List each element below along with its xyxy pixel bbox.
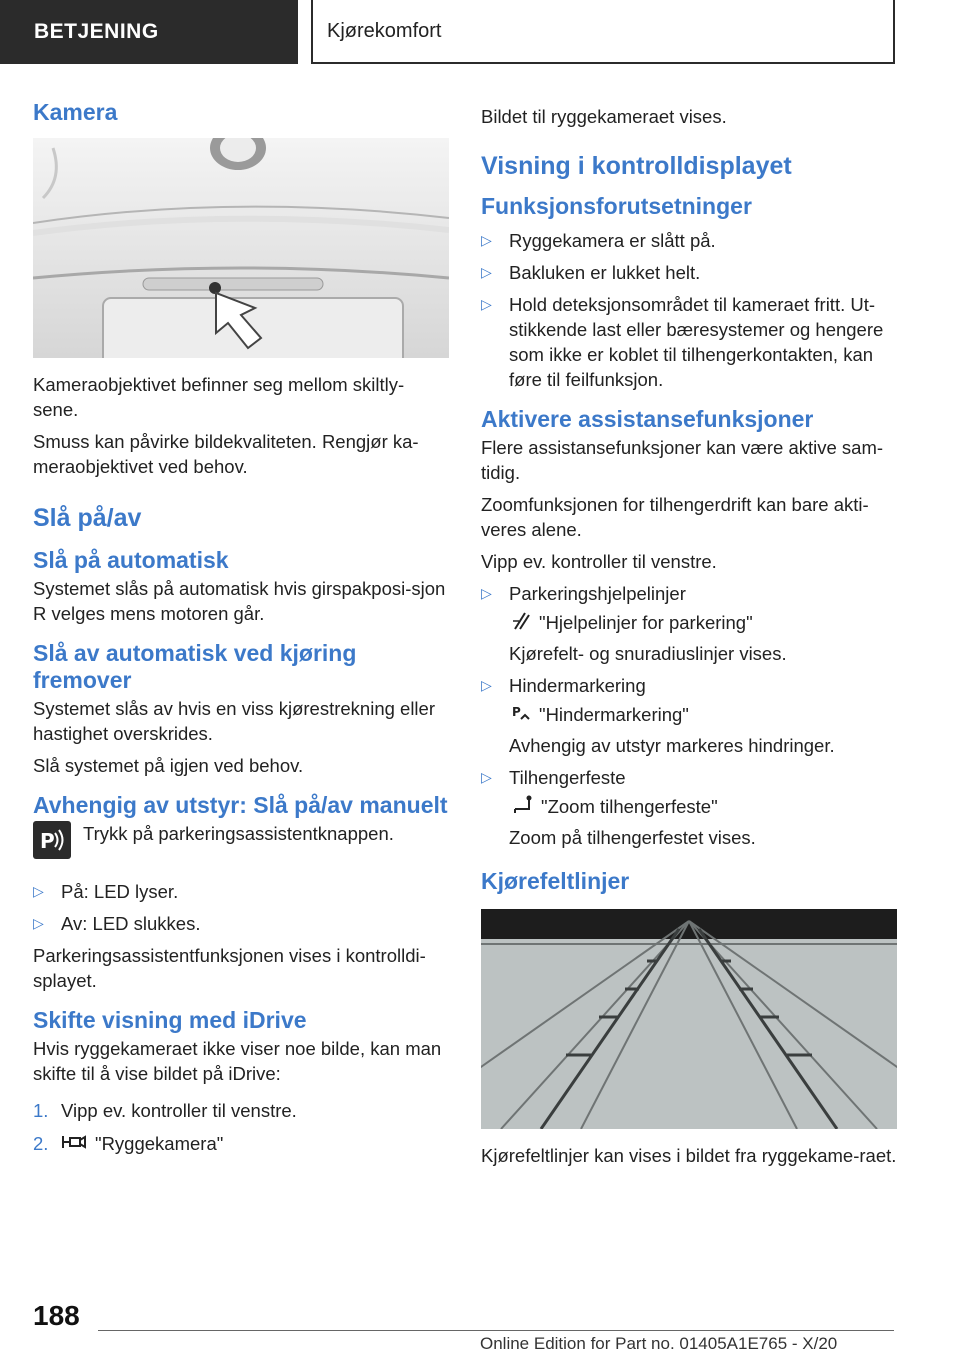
bullet-icon: ▷ <box>33 915 44 931</box>
idrive-heading: Skifte visning med iDrive <box>33 1007 307 1033</box>
edition-text: Online Edition for Part no. 01405A1E765 - X/20 <box>480 1334 838 1353</box>
bullet-icon: ▷ <box>481 232 492 248</box>
list-item: 2. "Ryggekamera" <box>33 1131 449 1158</box>
list-item: ▷ Parkeringshjelpelinjer "Hjelpelinjer for parkering" Kjørefelt- og snuradiuslinjer vises. <box>481 583 787 665</box>
page-number: 188 <box>33 1300 80 1331</box>
bullet-icon: ▷ <box>481 296 492 312</box>
manual-paragraph: Trykk på parkeringsassistentknappen. <box>83 823 394 844</box>
svg-text:P: P <box>40 829 55 853</box>
bullet-icon: ▷ <box>481 585 492 601</box>
left-column <box>33 98 449 1166</box>
assist-paragraph-1: Flere assistansefunksjoner kan være aktive sam-tidig. <box>481 437 884 483</box>
manual-paragraph-2: Parkeringsassistentfunksjonen vises i kontrolldi-splayet. <box>33 945 426 991</box>
assist-heading: Aktivere assistansefunksjoner <box>481 406 814 432</box>
auto-off-heading: Slå av automatisk ved kjøring fremover <box>33 640 357 693</box>
list-item: ▷ På: LED lyser. <box>33 881 179 902</box>
lane-lines-image <box>481 909 897 1129</box>
requirements-heading: Funksjonsforutsetninger <box>481 193 752 219</box>
lanes-heading: Kjørefeltlinjer <box>481 868 630 895</box>
assist-paragraph-3: Vipp ev. kontroller til venstre. <box>481 551 717 572</box>
list-item: 1. Vipp ev. kontroller til venstre. <box>33 1100 297 1121</box>
manual-heading: Avhengig av utstyr: Slå på/av manuelt <box>33 792 448 818</box>
lane-lines-illustration <box>481 909 897 1129</box>
section-tab: BETJENING <box>0 0 298 64</box>
assist-list <box>481 581 899 850</box>
auto-off-paragraph-1: Systemet slås av hvis en viss kjørestrekning eller hastighet overskrides. <box>33 698 435 744</box>
rear-camera-icon <box>61 1132 87 1158</box>
parking-lines-icon <box>511 611 531 637</box>
parking-assistant-button-icon <box>33 821 71 859</box>
auto-on-heading: Slå på automatisk <box>33 547 229 573</box>
slaa-heading: Slå på/av <box>33 504 142 532</box>
kamera-paragraph-2: Smuss kan påvirke bildekvaliteten. Rengjør ka-meraobjektivet ved behov. <box>33 431 419 477</box>
lanes-paragraph: Kjørefeltlinjer kan vises i bildet fra ryggekame-raet. <box>481 1145 897 1167</box>
bullet-icon: ▷ <box>481 769 492 786</box>
chapter-tab: Kjørekomfort <box>311 0 895 64</box>
bullet-icon: ▷ <box>33 883 44 899</box>
manual-list <box>33 879 449 936</box>
requirements-list <box>481 228 899 392</box>
bullet-icon: ▷ <box>481 677 492 694</box>
list-item: ▷ Av: LED slukkes. <box>33 913 201 934</box>
page-header <box>0 0 960 66</box>
list-item: ▷ Ryggekamera er slått på. <box>481 230 716 251</box>
bullet-icon: ▷ <box>481 264 492 280</box>
kamera-paragraph-1: Kameraobjektivet befinner seg mellom skiltly-sene. <box>33 374 405 420</box>
list-item: ▷ Tilhengerfeste "Zoom tilhengerfeste" Zoom på tilhengerfestet vises. <box>481 767 756 849</box>
assist-paragraph-2: Zoomfunksjonen for tilhengerdrift kan bare akti-veres alene. <box>481 494 869 540</box>
kamera-heading: Kamera <box>33 99 118 125</box>
idrive-steps <box>33 1098 449 1158</box>
svg-text:P: P <box>512 705 521 720</box>
camera-photo <box>33 138 449 358</box>
obstacle-marking-icon <box>511 703 531 729</box>
manual-instruction <box>33 821 449 863</box>
display-heading: Visning i kontrolldisplayet <box>481 152 792 180</box>
top-paragraph: Bildet til ryggekameraet vises. <box>481 106 727 127</box>
idrive-paragraph: Hvis ryggekameraet ikke viser noe bilde, kan man skifte til å vise bildet på iDrive: <box>33 1038 442 1084</box>
right-column <box>481 104 899 1175</box>
auto-on-paragraph: Systemet slås på automatisk hvis girspakposi-sjon R velges mens motoren går. <box>33 578 446 624</box>
footer-divider <box>98 1330 894 1331</box>
auto-off-paragraph-2: Slå systemet på igjen ved behov. <box>33 755 304 776</box>
list-item: ▷ Hindermarkering P "Hindermarkering" Avhengig av utstyr markeres hindringer. <box>481 675 835 757</box>
list-item: ▷ Hold deteksjonsområdet til kameraet fritt. Ut-stikkende last eller bæresystemer og hengere som ikke er koblet til tilhengerkontakten, kan føre til feilfunksjon. <box>481 294 884 390</box>
tow-hitch-icon <box>511 795 533 821</box>
list-item: ▷ Bakluken er lukket helt. <box>481 262 701 283</box>
camera-illustration <box>33 138 449 358</box>
